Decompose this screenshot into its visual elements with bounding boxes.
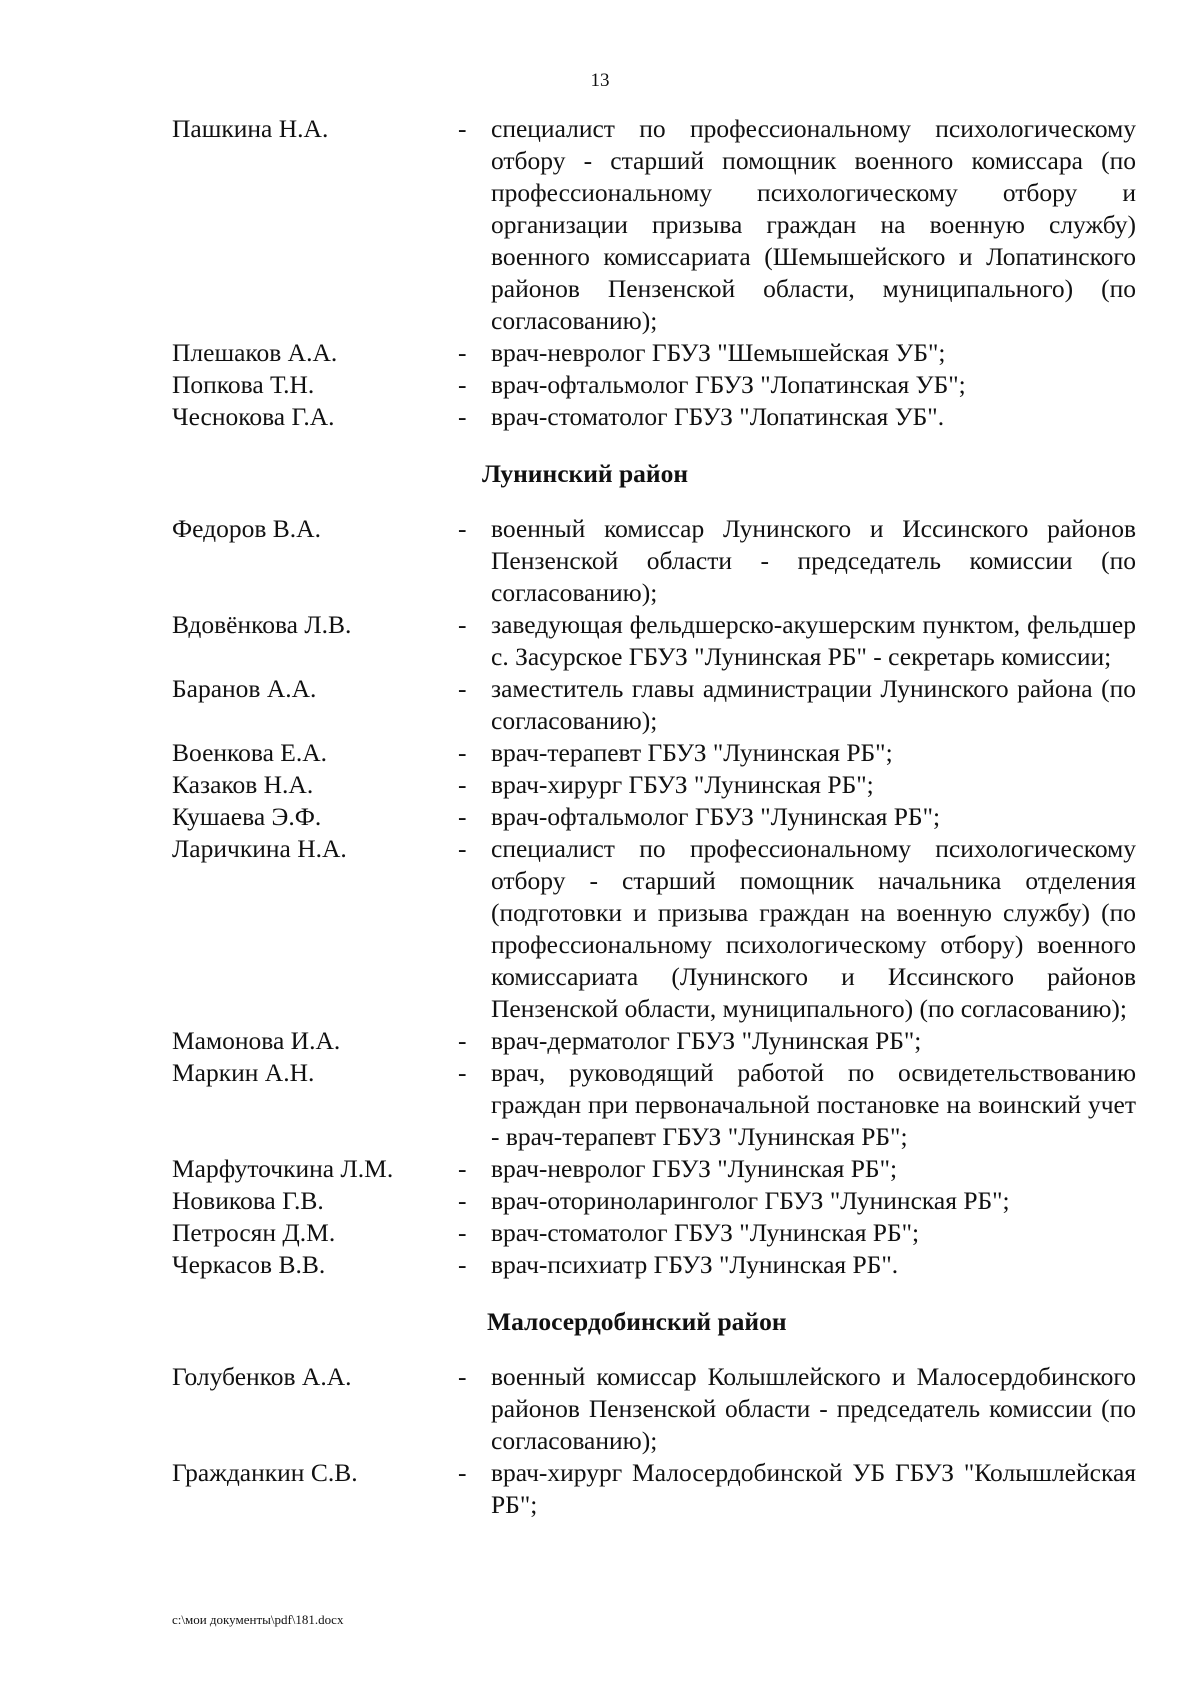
dash-separator: -: [458, 770, 467, 799]
commission-list-luninsky: [172, 513, 1136, 1281]
member-position: врач, руководящий работой по освидетельствованию граждан при первоначальной постановке на воинский учет - врач-терапевт ГБУЗ "Лунинская РБ";: [491, 1058, 1136, 1151]
section-heading-luninsky: Лунинский район: [482, 459, 689, 488]
footer-file-path: c:\мои документы\pdf\181.docx: [172, 1612, 344, 1627]
member-position: военный комиссар Лунинского и Иссинского районов Пензенской области - председатель комиссии (по согласованию);: [491, 514, 1136, 607]
list-item: [172, 513, 1136, 609]
member-position: врач-офтальмолог ГБУЗ "Лопатинская УБ";: [491, 370, 966, 399]
list-item: [172, 337, 1136, 369]
dash-separator: -: [458, 514, 467, 543]
list-item: [172, 609, 1136, 673]
list-item: [172, 801, 1136, 833]
member-position: врач-психиатр ГБУЗ "Лунинская РБ".: [491, 1250, 899, 1279]
member-position: врач-офтальмолог ГБУЗ "Лунинская РБ";: [491, 802, 941, 831]
dash-separator: -: [458, 738, 467, 767]
member-name: Новикова Г.В.: [172, 1186, 324, 1215]
page-number: 13: [590, 70, 610, 91]
dash-separator: -: [458, 1154, 467, 1183]
list-item: [172, 401, 1136, 433]
member-position: заместитель главы администрации Лунинского района (по согласованию);: [491, 674, 1136, 735]
dash-separator: -: [458, 834, 467, 863]
member-position: врач-стоматолог ГБУЗ "Лунинская РБ";: [491, 1218, 920, 1247]
member-position: специалист по профессиональному психологическому отбору - старший помощник военного комиссара (по профессиональному психологическому отбору и организации призыва граждан на военную службу) военного комиссариата (Шемышейского и Лопатинского районов Пензенской области, муниципального) (по согласованию);: [491, 114, 1136, 335]
dash-separator: -: [458, 402, 467, 431]
list-item: [172, 1249, 1136, 1281]
member-name: Петросян Д.М.: [172, 1218, 336, 1247]
dash-separator: -: [458, 802, 467, 831]
dash-separator: -: [458, 1250, 467, 1279]
list-item: [172, 113, 1136, 337]
list-item: [172, 369, 1136, 401]
list-item: [172, 673, 1136, 737]
member-position: заведующая фельдшерско-акушерским пунктом, фельдшер с. Засурское ГБУЗ "Лунинская РБ" - секретарь комиссии;: [491, 610, 1136, 671]
list-item: [172, 1185, 1136, 1217]
member-name: Плешаков А.А.: [172, 338, 338, 367]
list-item: [172, 1025, 1136, 1057]
dash-separator: -: [458, 1458, 467, 1487]
section-heading-maloserdobinsky: Малосердобинский район: [487, 1307, 787, 1336]
list-item: [172, 769, 1136, 801]
dash-separator: -: [458, 1362, 467, 1391]
list-item: [172, 1153, 1136, 1185]
member-position: врач-дерматолог ГБУЗ "Лунинская РБ";: [491, 1026, 922, 1055]
member-position: врач-невролог ГБУЗ "Лунинская РБ";: [491, 1154, 898, 1183]
list-item: [172, 833, 1136, 1025]
dash-separator: -: [458, 610, 467, 639]
list-item: [172, 1457, 1136, 1521]
member-name: Маркин А.Н.: [172, 1058, 315, 1087]
list-item: [172, 1217, 1136, 1249]
member-position: врач-хирург ГБУЗ "Лунинская РБ";: [491, 770, 874, 799]
member-name: Мамонова И.А.: [172, 1026, 341, 1055]
member-position: врач-оториноларинголог ГБУЗ "Лунинская РБ";: [491, 1186, 1010, 1215]
member-name: Пашкина Н.А.: [172, 114, 329, 143]
document-body: [172, 113, 1136, 1521]
dash-separator: -: [458, 1026, 467, 1055]
member-position: врач-стоматолог ГБУЗ "Лопатинская УБ".: [491, 402, 945, 431]
list-item: [172, 1361, 1136, 1457]
dash-separator: -: [458, 1186, 467, 1215]
member-name: Ларичкина Н.А.: [172, 834, 347, 863]
member-name: Федоров В.А.: [172, 514, 321, 543]
member-name: Чеснокова Г.А.: [172, 402, 335, 431]
member-name: Казаков Н.А.: [172, 770, 314, 799]
member-name: Баранов А.А.: [172, 674, 317, 703]
member-name: Черкасов В.В.: [172, 1250, 326, 1279]
member-position: военный комиссар Колышлейского и Малосердобинского районов Пензенской области - председатель комиссии (по согласованию);: [491, 1362, 1136, 1455]
member-name: Военкова Е.А.: [172, 738, 328, 767]
member-name: Вдовёнкова Л.В.: [172, 610, 352, 639]
member-name: Марфуточкина Л.М.: [172, 1154, 394, 1183]
member-position: врач-терапевт ГБУЗ "Лунинская РБ";: [491, 738, 893, 767]
dash-separator: -: [458, 674, 467, 703]
list-item: [172, 1057, 1136, 1153]
dash-separator: -: [458, 1058, 467, 1087]
dash-separator: -: [458, 338, 467, 367]
dash-separator: -: [458, 114, 467, 143]
member-position: врач-невролог ГБУЗ "Шемышейская УБ";: [491, 338, 946, 367]
member-name: Гражданкин С.В.: [172, 1458, 358, 1487]
commission-list-shemysheika-lopatino: [172, 113, 1136, 433]
member-name: Попкова Т.Н.: [172, 370, 315, 399]
member-position: врач-хирург Малосердобинской УБ ГБУЗ "Колышлейская РБ";: [491, 1458, 1136, 1519]
member-position: специалист по профессиональному психологическому отбору - старший помощник начальника отделения (подготовки и призыва граждан на военную службу) (по профессиональному психологическому отбору) военного комиссариата (Лунинского и Иссинского районов Пензенской области, муниципального) (по согласованию);: [491, 834, 1136, 1023]
dash-separator: -: [458, 370, 467, 399]
list-item: [172, 737, 1136, 769]
dash-separator: -: [458, 1218, 467, 1247]
member-name: Голубенков А.А.: [172, 1362, 352, 1391]
member-name: Кушаева Э.Ф.: [172, 802, 322, 831]
commission-list-maloserdobinsky: [172, 1361, 1136, 1521]
